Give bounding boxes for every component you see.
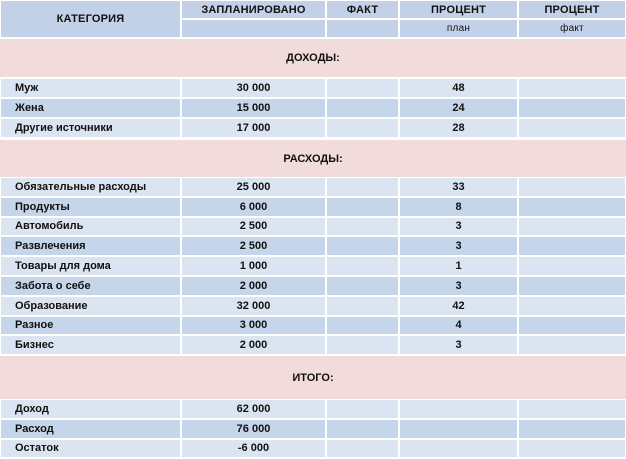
total-percent-fact-cell (518, 399, 626, 419)
income-name-cell: Жена (0, 98, 181, 118)
income-row (0, 78, 626, 98)
expense-row (0, 197, 626, 217)
expense-fact-cell (326, 335, 399, 355)
expense-percent-plan-cell: 3 (399, 335, 518, 355)
expense-planned-cell: 2 000 (181, 335, 326, 355)
expense-row (0, 335, 626, 355)
total-fact-cell (326, 439, 399, 459)
expense-percent-plan-cell: 3 (399, 276, 518, 296)
income-name-cell: Другие источники (0, 118, 181, 138)
expense-fact-cell (326, 316, 399, 336)
total-percent-fact-cell (518, 439, 626, 459)
expense-fact-cell (326, 276, 399, 296)
total-planned-cell: -6 000 (181, 439, 326, 459)
expense-row (0, 236, 626, 256)
expense-planned-cell: 2 500 (181, 217, 326, 237)
total-name-cell: Остаток (0, 439, 181, 459)
income-planned-cell: 15 000 (181, 98, 326, 118)
header-planned-group (181, 0, 326, 38)
expense-percent-plan-cell: 3 (399, 217, 518, 237)
expense-planned-cell: 6 000 (181, 197, 326, 217)
expense-percent-fact-cell (518, 276, 626, 296)
expense-row (0, 177, 626, 197)
expense-row (0, 316, 626, 336)
income-fact-cell (326, 78, 399, 98)
expense-percent-fact-cell (518, 197, 626, 217)
section-total-title: ИТОГО: (0, 356, 626, 399)
income-percent-fact-cell (518, 98, 626, 118)
expense-planned-cell: 32 000 (181, 296, 326, 316)
section-expense-title: РАСХОДЫ: (0, 140, 626, 177)
total-percent-plan-cell (399, 399, 518, 419)
header-percent-plan: ПРОЦЕНТ (399, 0, 518, 19)
header-percent-fact-sub: факт (518, 19, 626, 38)
expense-fact-cell (326, 236, 399, 256)
expense-percent-plan-cell: 4 (399, 316, 518, 336)
expense-row (0, 256, 626, 276)
expense-percent-plan-cell: 3 (399, 236, 518, 256)
total-fact-cell (326, 419, 399, 439)
expense-planned-cell: 2 500 (181, 236, 326, 256)
expense-percent-fact-cell (518, 217, 626, 237)
income-percent-fact-cell (518, 78, 626, 98)
income-planned-cell: 30 000 (181, 78, 326, 98)
expense-name-cell: Образование (0, 296, 181, 316)
income-percent-plan-cell: 48 (399, 78, 518, 98)
expense-percent-plan-cell: 1 (399, 256, 518, 276)
income-planned-cell: 17 000 (181, 118, 326, 138)
header-planned: ЗАПЛАНИРОВАНО (181, 0, 326, 19)
expense-fact-cell (326, 177, 399, 197)
expense-name-cell: Разное (0, 316, 181, 336)
header-percent-fact-group (518, 0, 626, 38)
expense-row (0, 276, 626, 296)
expense-name-cell: Забота о себе (0, 276, 181, 296)
expense-name-cell: Бизнес (0, 335, 181, 355)
expense-row (0, 296, 626, 316)
total-name-cell: Расход (0, 419, 181, 439)
expense-fact-cell (326, 296, 399, 316)
income-fact-cell (326, 118, 399, 138)
header-fact-group (326, 0, 399, 38)
total-percent-plan-cell (399, 419, 518, 439)
expense-name-cell: Автомобиль (0, 217, 181, 237)
expense-percent-fact-cell (518, 316, 626, 336)
total-row (0, 439, 626, 459)
header-fact-sub (326, 19, 399, 38)
total-percent-fact-cell (518, 419, 626, 439)
expense-percent-plan-cell: 33 (399, 177, 518, 197)
total-row (0, 399, 626, 419)
income-row (0, 98, 626, 118)
income-row (0, 118, 626, 138)
expense-fact-cell (326, 217, 399, 237)
total-row (0, 419, 626, 439)
total-fact-cell (326, 399, 399, 419)
total-percent-plan-cell (399, 439, 518, 459)
expense-planned-cell: 3 000 (181, 316, 326, 336)
expense-percent-fact-cell (518, 256, 626, 276)
expense-row (0, 217, 626, 237)
total-planned-cell: 62 000 (181, 399, 326, 419)
income-percent-fact-cell (518, 118, 626, 138)
header-planned-sub (181, 19, 326, 38)
expense-percent-plan-cell: 8 (399, 197, 518, 217)
income-percent-plan-cell: 28 (399, 118, 518, 138)
header-percent-plan-group (399, 0, 518, 38)
expense-name-cell: Продукты (0, 197, 181, 217)
expense-percent-fact-cell (518, 296, 626, 316)
header-percent-plan-sub: план (399, 19, 518, 38)
expense-planned-cell: 2 000 (181, 276, 326, 296)
income-fact-cell (326, 98, 399, 118)
expense-percent-plan-cell: 42 (399, 296, 518, 316)
income-percent-plan-cell: 24 (399, 98, 518, 118)
expense-planned-cell: 25 000 (181, 177, 326, 197)
total-planned-cell: 76 000 (181, 419, 326, 439)
expense-fact-cell (326, 256, 399, 276)
expense-name-cell: Развлечения (0, 236, 181, 256)
total-name-cell: Доход (0, 399, 181, 419)
expense-name-cell: Обязательные расходы (0, 177, 181, 197)
expense-fact-cell (326, 197, 399, 217)
expense-planned-cell: 1 000 (181, 256, 326, 276)
header-fact: ФАКТ (326, 0, 399, 19)
header-row (0, 0, 626, 38)
header-percent-fact: ПРОЦЕНТ (518, 0, 626, 19)
expense-percent-fact-cell (518, 177, 626, 197)
section-income-title: ДОХОДЫ: (0, 39, 626, 77)
expense-percent-fact-cell (518, 236, 626, 256)
header-category: КАТЕГОРИЯ (0, 0, 181, 38)
income-name-cell: Муж (0, 78, 181, 98)
expense-percent-fact-cell (518, 335, 626, 355)
expense-name-cell: Товары для дома (0, 256, 181, 276)
